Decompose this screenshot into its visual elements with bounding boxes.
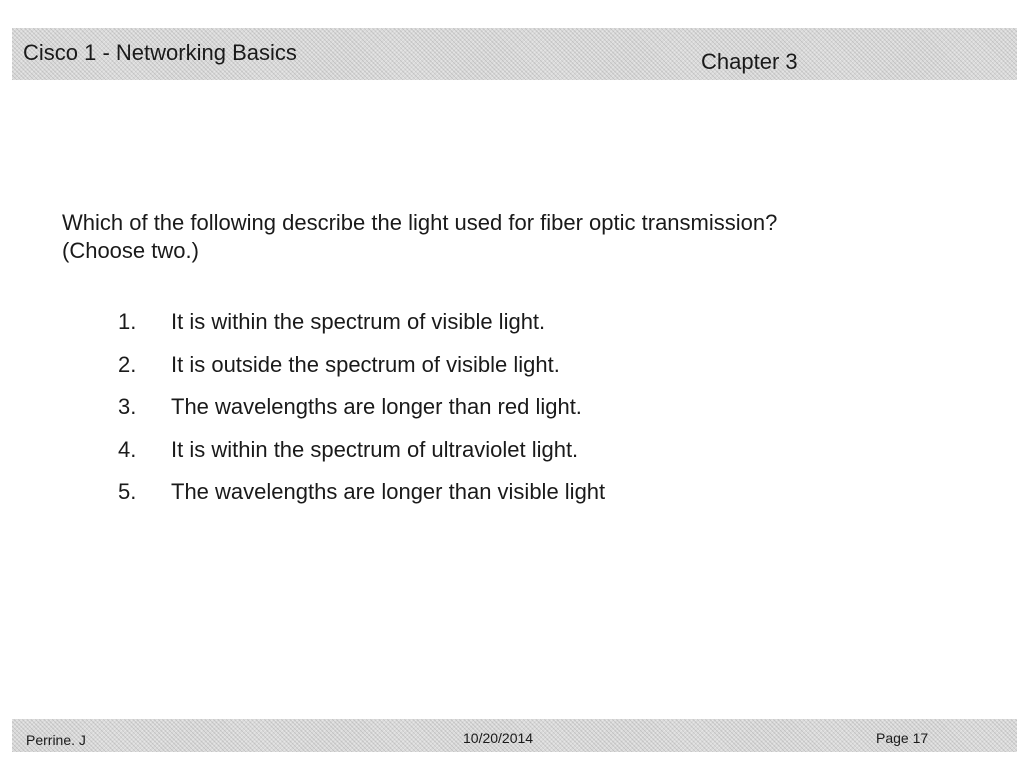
answer-option <box>118 351 605 394</box>
option-number: 5. <box>118 479 137 504</box>
answer-option <box>118 393 605 436</box>
option-text: The wavelengths are longer than red light. <box>171 394 582 419</box>
answer-option <box>118 308 605 351</box>
option-text: It is within the spectrum of visible light. <box>171 309 546 334</box>
course-title: Cisco 1 - Networking Basics <box>23 40 297 65</box>
option-number: 4. <box>118 436 137 462</box>
chapter-label: Chapter 3 <box>701 49 798 74</box>
answer-option <box>118 436 605 479</box>
question-line: Which of the following describe the light used for fiber optic transmission? <box>62 210 778 235</box>
answer-option <box>118 478 605 521</box>
answer-options-list <box>118 308 605 521</box>
option-text: It is outside the spectrum of visible light. <box>171 351 560 377</box>
option-number: 2. <box>118 351 137 377</box>
option-number: 1. <box>118 309 137 334</box>
option-text: It is within the spectrum of ultraviolet light. <box>171 436 579 462</box>
footer-author: Perrine. J <box>26 732 86 748</box>
footer-page-number: Page 17 <box>876 730 929 746</box>
footer-date: 10/20/2014 <box>463 730 534 746</box>
question-line: (Choose two.) <box>62 238 199 263</box>
question-text <box>62 209 962 265</box>
option-text: The wavelengths are longer than visible light <box>171 479 606 504</box>
option-number: 3. <box>118 394 137 419</box>
